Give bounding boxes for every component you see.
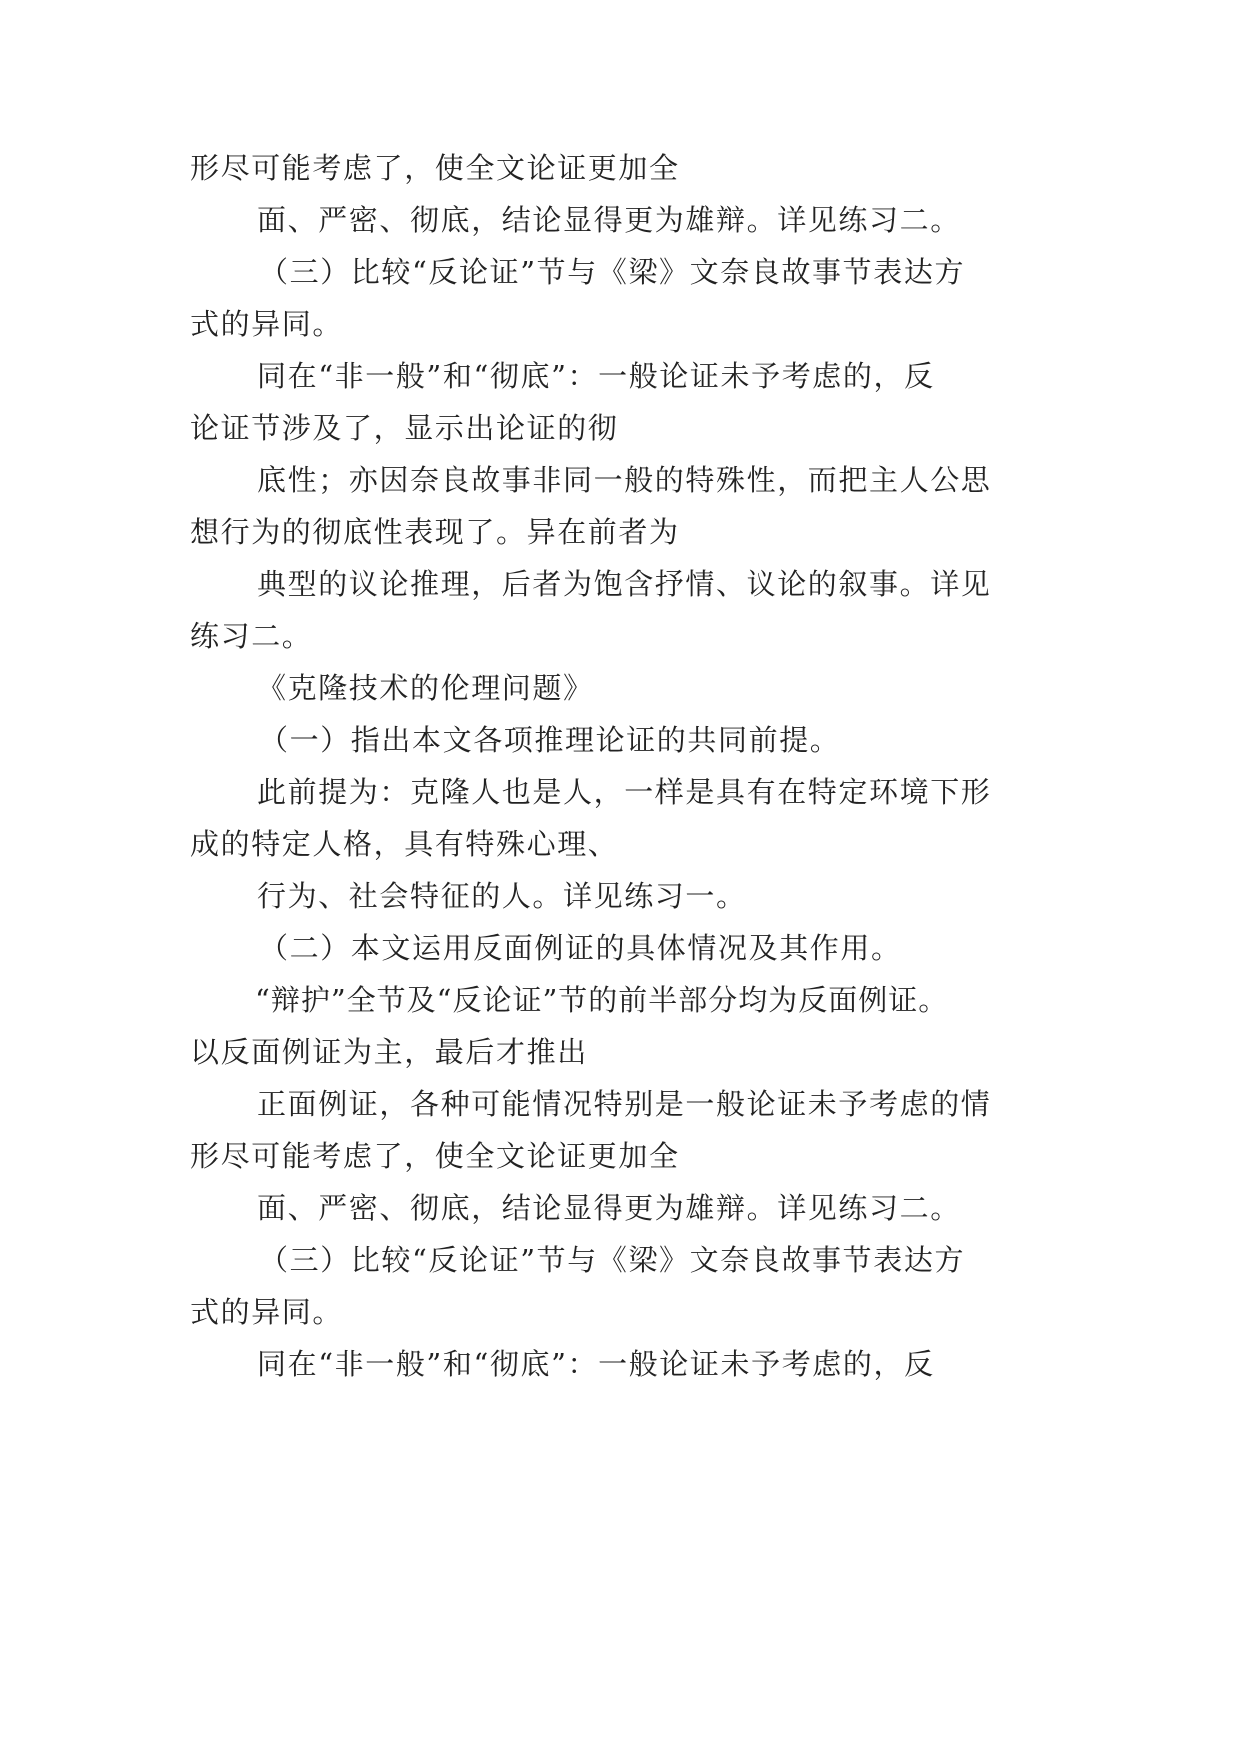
text-line: （三）比较“反论证”节与《梁》文奈良故事节表达方 (259, 1243, 966, 1277)
text-line: （三）比较“反论证”节与《梁》文奈良故事节表达方 (259, 255, 966, 289)
text-line: 正面例证，各种可能情况特别是一般论证未予考虑的情 (257, 1087, 992, 1121)
text-line: “辩护”全节及“反论证”节的前半部分均为反面例证。 (255, 983, 949, 1017)
text-line: 式的异同。 (190, 1295, 344, 1329)
text-line: 形尽可能考虑了，使全文论证更加全 (190, 151, 680, 185)
text-line: 练习二。 (190, 619, 313, 653)
text-line: 面、严密、彻底，结论显得更为雄辩。详见练习二。 (257, 203, 961, 237)
text-line: 同在“非一般”和“彻底”：一般论证未予考虑的，反 (257, 1347, 935, 1381)
text-line: 以反面例证为主，最后才推出 (190, 1035, 588, 1069)
text-line: 典型的议论推理，后者为饱含抒情、议论的叙事。详见 (257, 567, 992, 601)
text-line: 论证节涉及了，显示出论证的彻 (190, 411, 619, 445)
text-line: 式的异同。 (190, 307, 344, 341)
text-line: 成的特定人格，具有特殊心理、 (190, 827, 619, 861)
text-line: 想行为的彻底性表现了。异在前者为 (190, 515, 680, 549)
section-title: 《克隆技术的伦理问题》 (257, 671, 594, 705)
text-line: 形尽可能考虑了，使全文论证更加全 (190, 1139, 680, 1173)
text-line: 面、严密、彻底，结论显得更为雄辩。详见练习二。 (257, 1191, 961, 1225)
text-line: 底性；亦因奈良故事非同一般的特殊性，而把主人公思 (257, 463, 992, 497)
text-line: 同在“非一般”和“彻底”：一般论证未予考虑的，反 (257, 359, 935, 393)
text-line: （二）本文运用反面例证的具体情况及其作用。 (259, 931, 902, 965)
text-line: 此前提为：克隆人也是人，一样是具有在特定环境下形 (257, 775, 992, 809)
text-line: （一）指出本文各项推理论证的共同前提。 (259, 723, 841, 757)
text-line: 行为、社会特征的人。详见练习一。 (257, 879, 747, 913)
